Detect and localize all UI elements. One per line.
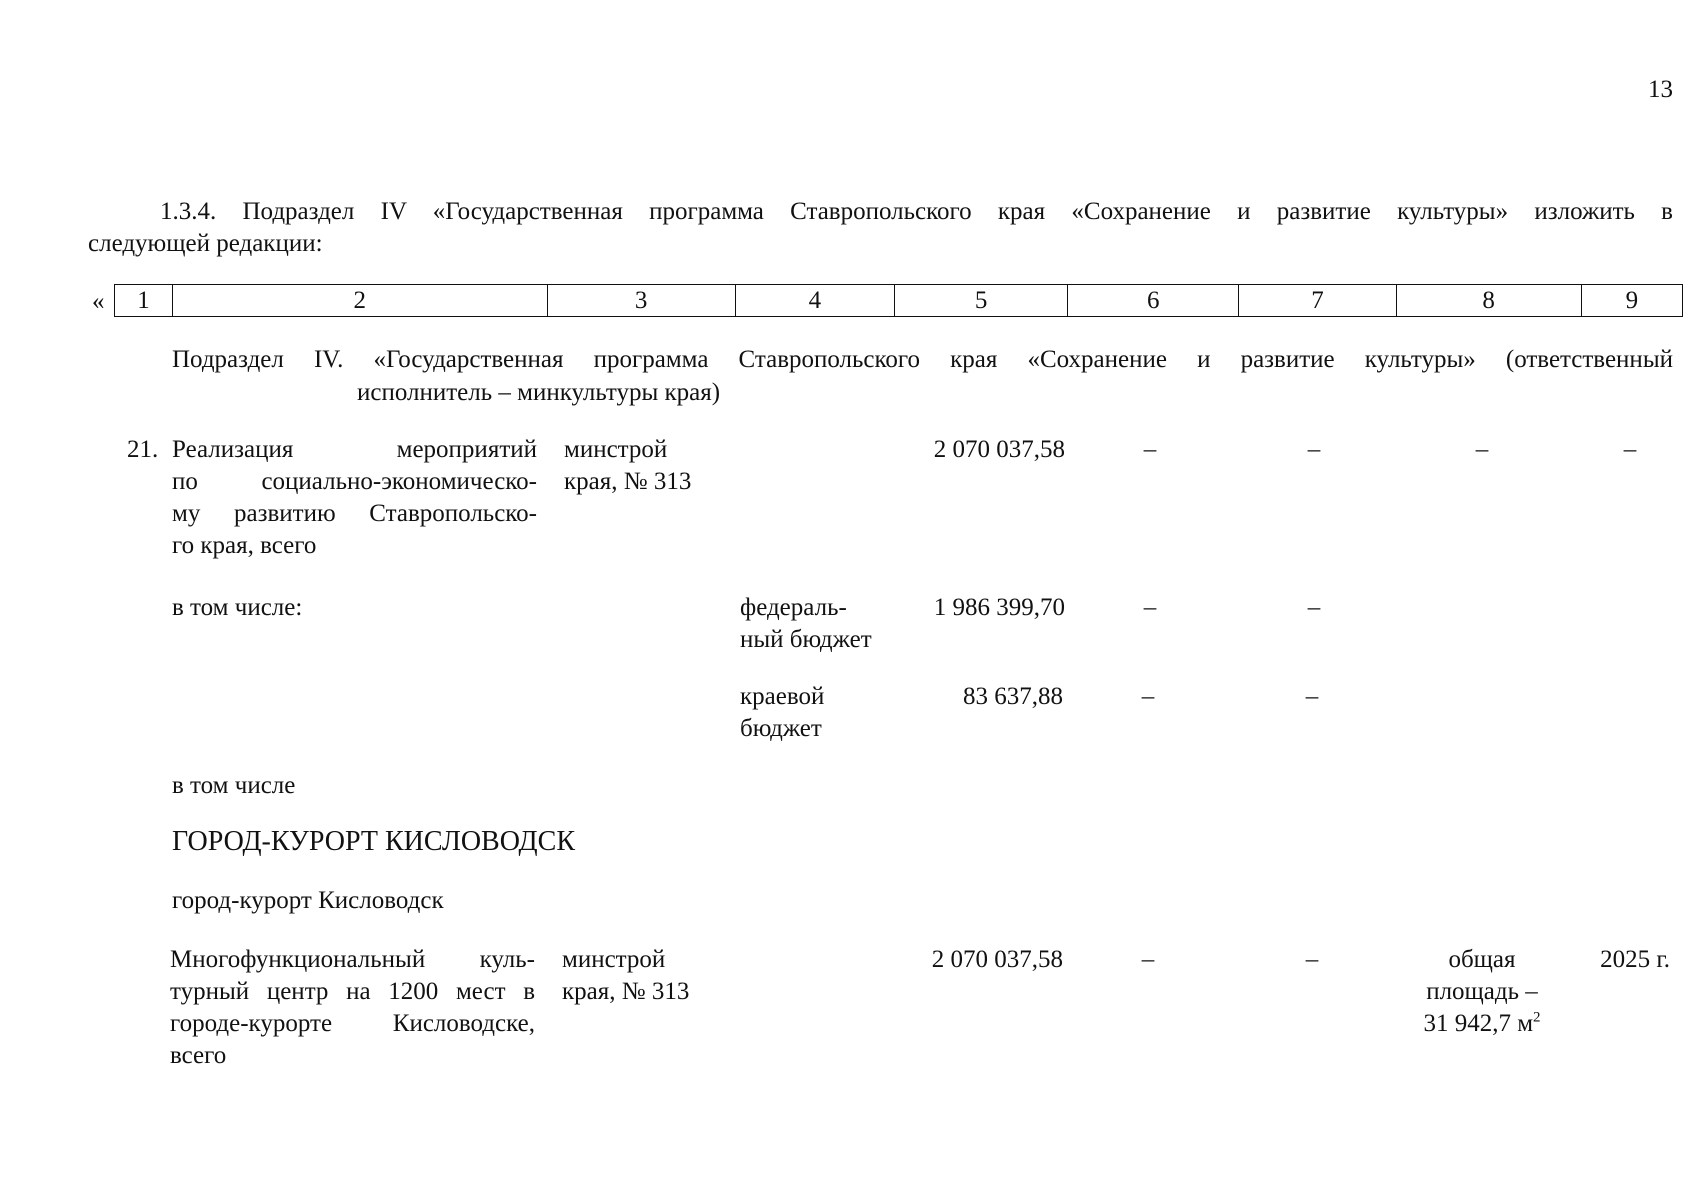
federal-budget-source-line: ный бюджет bbox=[740, 626, 872, 653]
project-name-line: турный центр на 1200 мест в bbox=[170, 978, 535, 1005]
row-21-name-line: го края, всего bbox=[172, 532, 317, 559]
row-21-executor-line: минстрой bbox=[564, 436, 668, 463]
project-capacity-value: 31 942,7 м bbox=[1423, 1010, 1534, 1037]
regional-budget-source bbox=[740, 681, 824, 745]
project-executor bbox=[562, 944, 689, 1008]
row-21-executor-line: края, № 313 bbox=[564, 468, 692, 495]
project-name-line: городе-курорте Кисловодске, bbox=[170, 1010, 535, 1037]
open-quote: « bbox=[92, 288, 105, 315]
column-number-9: 9 bbox=[1581, 285, 1682, 317]
column-number-2: 2 bbox=[173, 285, 547, 317]
project-capacity-unit-superscript: 2 bbox=[1533, 1009, 1541, 1026]
column-number-6: 6 bbox=[1068, 285, 1239, 317]
regional-budget-source-line: краевой bbox=[740, 683, 825, 710]
row-21-executor bbox=[564, 434, 691, 498]
federal-budget-col7: – bbox=[1307, 594, 1321, 621]
project-amount: 2 070 037,58 bbox=[931, 946, 1063, 973]
project-name bbox=[170, 944, 535, 1072]
regional-budget-col7: – bbox=[1305, 683, 1319, 710]
project-executor-line: минстрой bbox=[562, 946, 666, 973]
column-number-3: 3 bbox=[547, 285, 735, 317]
row-21-name-line: Реализация мероприятий bbox=[172, 436, 537, 463]
city-heading: ГОРОД-КУРОРТ КИСЛОВОДСК bbox=[172, 826, 576, 857]
including-label-2: в том числе bbox=[172, 772, 296, 799]
page-number: 13 bbox=[1648, 76, 1673, 103]
intro-line-1: 1.3.4. Подраздел IV «Государственная программа Ставропольского края «Сохранение и развитие культуры» изложить в bbox=[160, 198, 1673, 225]
project-executor-line: края, № 313 bbox=[562, 978, 690, 1005]
project-capacity-line bbox=[1392, 1008, 1572, 1040]
row-21-name-line: му развитию Ставропольско- bbox=[172, 500, 537, 527]
federal-budget-source-line: федераль- bbox=[740, 594, 847, 621]
project-capacity bbox=[1392, 944, 1572, 1040]
federal-budget-col6: – bbox=[1143, 594, 1157, 621]
project-year: 2025 г. bbox=[1600, 946, 1670, 973]
regional-budget-col6: – bbox=[1141, 683, 1155, 710]
column-number-8: 8 bbox=[1396, 285, 1581, 317]
row-21-col6: – bbox=[1143, 436, 1157, 463]
row-21-name bbox=[172, 434, 537, 562]
subsection-title-line-1: Подраздел IV. «Государственная программа Ставропольского края «Сохранение и развитие культуры» (ответственный bbox=[172, 346, 1673, 373]
project-col6: – bbox=[1141, 946, 1155, 973]
regional-budget-amount: 83 637,88 bbox=[963, 683, 1063, 710]
city-subheading: город-курорт Кисловодск bbox=[172, 887, 444, 914]
row-21-amount: 2 070 037,58 bbox=[933, 436, 1065, 463]
project-name-line: всего bbox=[170, 1042, 227, 1069]
project-name-line: Многофункциональный куль- bbox=[170, 946, 535, 973]
federal-budget-source bbox=[740, 592, 872, 656]
row-21-number: 21. bbox=[127, 436, 159, 463]
column-number-7: 7 bbox=[1239, 285, 1396, 317]
row-21-col8: – bbox=[1475, 436, 1489, 463]
including-label: в том числе: bbox=[172, 594, 303, 621]
regional-budget-source-line: бюджет bbox=[740, 715, 822, 742]
project-capacity-line: площадь – bbox=[1426, 978, 1538, 1005]
column-number-header bbox=[114, 284, 1683, 317]
intro-line-2: следующей редакции: bbox=[88, 230, 323, 257]
row-21-name-line: по социально-экономическо- bbox=[172, 468, 537, 495]
row-21-col7: – bbox=[1307, 436, 1321, 463]
column-number-4: 4 bbox=[735, 285, 894, 317]
row-21-col9: – bbox=[1623, 436, 1637, 463]
federal-budget-amount: 1 986 399,70 bbox=[933, 594, 1065, 621]
column-number-5: 5 bbox=[894, 285, 1067, 317]
project-col7: – bbox=[1305, 946, 1319, 973]
project-capacity-line: общая bbox=[1448, 946, 1516, 973]
column-number-1: 1 bbox=[115, 285, 173, 317]
subsection-title-line-2: исполнитель – минкультуры края) bbox=[357, 379, 721, 406]
